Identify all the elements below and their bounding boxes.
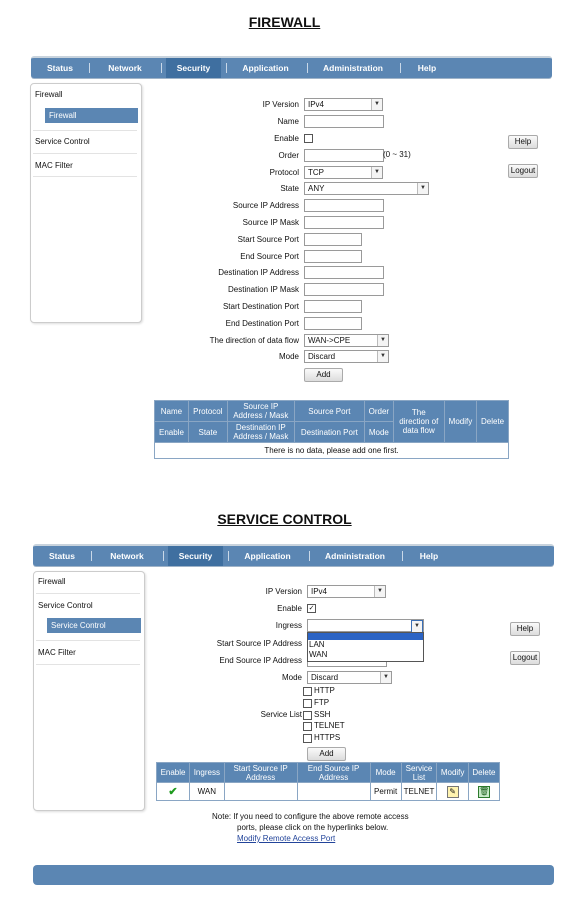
sidebar-item-firewall[interactable]: Firewall	[35, 90, 63, 99]
nav-application[interactable]: Application	[244, 551, 291, 561]
mode-select[interactable]: Discard ▼	[307, 671, 392, 684]
col-delete: Delete	[468, 763, 499, 783]
trash-icon[interactable]: 🗑	[468, 783, 499, 801]
end-source-port-input[interactable]	[304, 250, 362, 263]
service-control-title: SERVICE CONTROL	[217, 511, 352, 527]
nav-help[interactable]: Help	[417, 63, 437, 73]
col-service-list: Service List	[401, 763, 437, 783]
start-source-ip-label: Start Source IP Address	[216, 639, 302, 648]
ingress-option-lan[interactable]: LAN	[309, 640, 325, 649]
sidebar-subitem-firewall[interactable]: Firewall	[45, 108, 138, 123]
nav-administration[interactable]: Administration	[325, 551, 385, 561]
chevron-down-icon: ▼	[380, 672, 391, 683]
name-label: Name	[277, 117, 299, 126]
dest-ip-label: Destination IP Address	[218, 268, 299, 277]
col-state: State	[188, 422, 227, 443]
nav-status[interactable]: Status	[49, 551, 75, 561]
col-mode: Mode	[364, 422, 393, 443]
service-control-table	[156, 762, 500, 801]
table-header-row	[157, 763, 500, 783]
col-ingress: Ingress	[190, 763, 225, 783]
name-input[interactable]	[304, 115, 384, 128]
table-header-row	[155, 401, 509, 422]
dest-mask-input[interactable]	[304, 283, 384, 296]
row-start-ip	[224, 783, 297, 801]
table-row	[155, 443, 509, 459]
end-dest-port-input[interactable]	[304, 317, 362, 330]
service-ftp-checkbox[interactable]	[303, 699, 312, 708]
col-direction: The direction of data flow	[393, 401, 444, 443]
nav-network[interactable]: Network	[108, 63, 142, 73]
ip-version-label: IP Version	[265, 587, 302, 596]
direction-select[interactable]: WAN->CPE ▼	[304, 334, 389, 347]
empty-message: There is no data, please add one first.	[155, 443, 509, 459]
col-delete: Delete	[477, 401, 509, 443]
col-source-ip: Source IP Address / Mask	[227, 401, 294, 422]
col-modify: Modify	[444, 401, 476, 443]
note-line2: ports, please click on the hyperlinks below.	[237, 823, 389, 832]
col-protocol: Protocol	[188, 401, 227, 422]
ingress-option-blank[interactable]	[308, 633, 423, 640]
ingress-option-wan[interactable]: WAN	[309, 650, 328, 659]
direction-label: The direction of data flow	[209, 336, 299, 345]
end-source-ip-label: End Source IP Address	[219, 656, 302, 665]
col-start-source-ip: Start Source IP Address	[224, 763, 297, 783]
enable-checkbox[interactable]	[304, 134, 313, 143]
service-https-checkbox[interactable]	[303, 734, 312, 743]
dest-ip-input[interactable]	[304, 266, 384, 279]
col-mode: Mode	[370, 763, 401, 783]
col-enable: Enable	[157, 763, 190, 783]
note-line1: Note: If you need to configure the above remote access	[212, 812, 409, 821]
service-ssh-label: SSH	[314, 710, 331, 719]
nav-network[interactable]: Network	[110, 551, 144, 561]
mode-select[interactable]: Discard ▼	[304, 350, 389, 363]
help-button[interactable]: Help	[508, 135, 538, 149]
sidebar-item-service-control[interactable]: Service Control	[35, 137, 90, 146]
nav-security[interactable]: Security	[166, 58, 221, 78]
ingress-label: Ingress	[275, 621, 302, 630]
nav-status[interactable]: Status	[47, 63, 73, 73]
service-control-navbar	[33, 544, 554, 566]
col-dest-port: Destination Port	[294, 422, 364, 443]
chevron-down-icon: ▼	[371, 99, 382, 110]
col-end-source-ip: End Source IP Address	[297, 763, 370, 783]
table-row	[157, 783, 500, 801]
order-hint: (0 ~ 31)	[383, 150, 411, 159]
service-https-label: HTTPS	[314, 733, 341, 742]
col-dest-ip: Destination IP Address / Mask	[227, 422, 294, 443]
sidebar-item-firewall[interactable]: Firewall	[38, 577, 66, 586]
order-input[interactable]	[304, 149, 384, 162]
add-button[interactable]: Add	[304, 368, 343, 382]
row-end-ip	[297, 783, 370, 801]
modify-remote-access-link[interactable]: Modify Remote Access Port	[237, 834, 336, 843]
col-enable: Enable	[155, 422, 189, 443]
protocol-select[interactable]: TCP ▼	[304, 166, 383, 179]
order-label: Order	[278, 151, 299, 160]
ingress-dropdown	[307, 632, 424, 662]
mode-label: Mode	[278, 352, 299, 361]
edit-icon[interactable]: ✎	[437, 783, 469, 801]
chevron-down-icon: ▼	[371, 167, 382, 178]
enabled-check-icon: ✔	[157, 783, 190, 801]
row-mode: Permit	[370, 783, 401, 801]
service-telnet-checkbox[interactable]	[303, 722, 312, 731]
col-name: Name	[155, 401, 189, 422]
start-dest-port-input[interactable]	[304, 300, 362, 313]
source-ip-input[interactable]	[304, 199, 384, 212]
col-order: Order	[364, 401, 393, 422]
ingress-select[interactable]	[307, 619, 424, 632]
protocol-label: Protocol	[269, 168, 299, 177]
footer-bar	[33, 865, 554, 885]
end-dest-port-label: End Destination Port	[225, 319, 299, 328]
firewall-table	[154, 400, 509, 459]
sidebar-item-mac-filter[interactable]: MAC Filter	[38, 648, 76, 657]
nav-application[interactable]: Application	[242, 63, 289, 73]
source-mask-label: Source IP Mask	[242, 218, 299, 227]
help-button[interactable]: Help	[510, 622, 540, 636]
row-ingress: WAN	[190, 783, 225, 801]
start-dest-port-label: Start Destination Port	[222, 302, 299, 311]
mode-label: Mode	[281, 673, 302, 682]
dest-mask-label: Destination IP Mask	[228, 285, 299, 294]
chevron-down-icon: ▼	[377, 351, 388, 362]
state-label: State	[280, 184, 299, 193]
start-source-port-label: Start Source Port	[237, 235, 299, 244]
row-service: TELNET	[401, 783, 437, 801]
add-button[interactable]: Add	[307, 747, 346, 761]
enable-label: Enable	[277, 604, 302, 613]
ip-version-select[interactable]: IPv4 ▼	[307, 585, 386, 598]
logout-button[interactable]: Logout	[510, 651, 540, 665]
chevron-down-icon: ▼	[411, 620, 423, 633]
firewall-navbar	[31, 56, 552, 78]
nav-security[interactable]: Security	[168, 546, 223, 566]
sidebar-item-service-control[interactable]: Service Control	[38, 601, 93, 610]
service-http-label: HTTP	[314, 686, 335, 695]
enable-checkbox[interactable]: ✓	[308, 605, 315, 612]
service-list-label: Service List	[260, 710, 302, 719]
nav-help[interactable]: Help	[419, 551, 439, 561]
chevron-down-icon: ▼	[374, 586, 385, 597]
chevron-down-icon: ▼	[377, 335, 388, 346]
start-source-port-input[interactable]	[304, 233, 362, 246]
ip-version-select[interactable]: IPv4 ▼	[304, 98, 383, 111]
service-http-checkbox[interactable]	[303, 687, 312, 696]
source-mask-input[interactable]	[304, 216, 384, 229]
sidebar-item-mac-filter[interactable]: MAC Filter	[35, 161, 73, 170]
state-select[interactable]: ANY ▼	[304, 182, 429, 195]
firewall-title: FIREWALL	[248, 14, 321, 30]
enable-label: Enable	[274, 134, 299, 143]
end-source-port-label: End Source Port	[240, 252, 299, 261]
col-source-port: Source Port	[294, 401, 364, 422]
ip-version-label: IP Version	[262, 100, 299, 109]
source-ip-label: Source IP Address	[232, 201, 299, 210]
service-ftp-label: FTP	[314, 698, 330, 707]
service-telnet-label: TELNET	[314, 721, 345, 730]
chevron-down-icon: ▼	[417, 183, 428, 194]
nav-administration[interactable]: Administration	[323, 63, 383, 73]
service-ssh-checkbox[interactable]	[303, 711, 312, 720]
sidebar-subitem-service-control[interactable]: Service Control	[47, 618, 141, 633]
logout-button[interactable]: Logout	[508, 164, 538, 178]
col-modify: Modify	[437, 763, 469, 783]
